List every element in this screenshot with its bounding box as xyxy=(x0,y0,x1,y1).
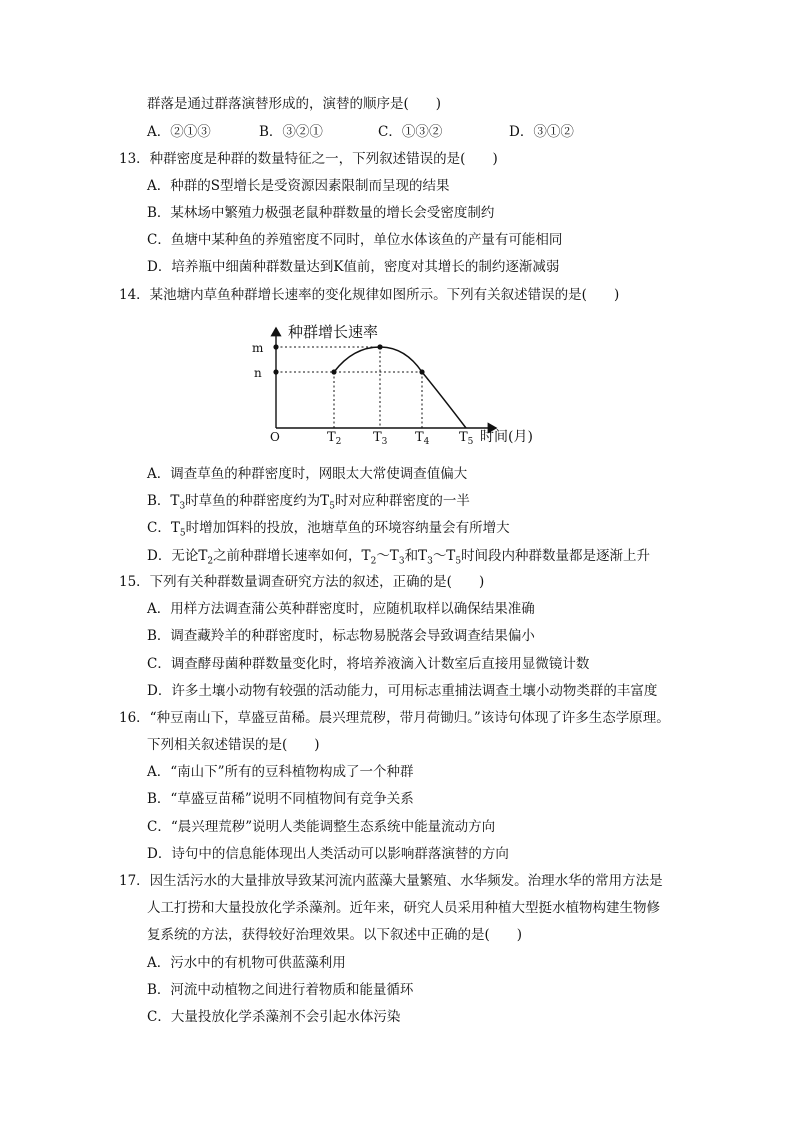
y-tick-m: m xyxy=(252,341,264,355)
point-t2 xyxy=(331,369,336,374)
q13-option-d: D．培养瓶中细菌种群数量达到K值前，密度对其增长的制约逐渐减弱 xyxy=(147,259,560,275)
q14-option-d: D．无论$T_2$之前种群增长速率如何，$T_2\sim T_3$和$T_3\sim T_5$时间段内种群数量都是逐渐上升 xyxy=(147,548,651,567)
growth-rate-curve xyxy=(334,347,466,428)
q15-option-c: C．调查酵母菌种群数量变化时，将培养液滴入计数室后直接用显微镜计数 xyxy=(147,656,590,672)
q16-stem-line2: 下列相关叙述错误的是( ) xyxy=(147,737,320,753)
q12-option-d: D．③①② xyxy=(509,124,574,140)
q16-option-c: C．“晨兴理荒秽”说明人类能调整生态系统中能量流动方向 xyxy=(147,819,496,835)
q17-stem: 17．因生活污水的大量排放导致某河流内蓝藻大量繁殖、水华频发。治理水华的常用方法是 xyxy=(119,873,663,889)
point-t3 xyxy=(377,344,382,349)
y-tick-n: n xyxy=(254,366,262,380)
q12-stem-continuation: 群落是通过群落演替形成的，演替的顺序是( ) xyxy=(147,96,442,112)
x-tick-t4: $T_4$ xyxy=(415,430,430,447)
point-t4 xyxy=(419,369,424,374)
q13-stem: 13．种群密度是种群的数量特征之一，下列叙述错误的是( ) xyxy=(119,151,498,167)
axis-dot-n xyxy=(273,369,278,374)
y-axis-label: 种群增长速率 xyxy=(288,323,379,341)
q17-option-a: A．污水中的有机物可供蓝藻利用 xyxy=(147,955,346,971)
q12-option-c: C．①③② xyxy=(378,124,443,140)
x-tick-t5: $T_5$ xyxy=(459,430,474,447)
q16-option-b: B．“草盛豆苗稀”说明不同植物间有竞争关系 xyxy=(147,791,414,807)
q15-option-b: B．调查藏羚羊的种群密度时，标志物易脱落会导致调查结果偏小 xyxy=(147,628,535,644)
q12-option-a: A．②①③ xyxy=(147,124,211,140)
x-axis-label: 时间(月) xyxy=(480,429,533,445)
q16-stem: 16．“种豆南山下，草盛豆苗稀。晨兴理荒秽，带月荷锄归。”该诗句体现了许多生态学原理。 xyxy=(119,710,670,726)
q17-option-b: B．河流中动植物之间进行着物质和能量循环 xyxy=(147,982,414,998)
q13-option-c: C．鱼塘中某种鱼的养殖密度不同时，单位水体该鱼的产量有可能相同 xyxy=(147,232,563,248)
axis-dot-m xyxy=(273,344,278,349)
q14-stem: 14．某池塘内草鱼种群增长速率的变化规律如图所示。下列有关叙述错误的是( ) xyxy=(119,287,620,303)
q15-stem: 15．下列有关种群数量调查研究方法的叙述，正确的是( ) xyxy=(119,574,485,590)
q13-option-b: B．某林场中繁殖力极强老鼠种群数量的增长会受密度制约 xyxy=(147,205,495,221)
q16-option-d: D．诗句中的信息能体现出人类活动可以影响群落演替的方向 xyxy=(147,846,509,862)
q15-option-a: A．用样方法调查蒲公英种群密度时，应随机取样以确保结果准确 xyxy=(147,601,535,617)
x-tick-t3: $T_3$ xyxy=(373,430,388,447)
q17-stem-line3: 复系统的方法，获得较好治理效果。以下叙述中正确的是( ) xyxy=(147,927,523,943)
growth-rate-chart xyxy=(248,320,588,450)
q12-option-b: B．③②① xyxy=(259,124,323,140)
q14-option-b: B．$T_3$时草鱼的种群密度约为$T_5$时对应种群密度的一半 xyxy=(147,493,470,512)
q15-option-d: D．许多土壤小动物有较强的活动能力，可用标志重捕法调查土壤小动物类群的丰富度 xyxy=(147,683,658,699)
q14-option-a: A．调查草鱼的种群密度时，网眼太大常使调查值偏大 xyxy=(147,466,468,482)
q14-option-c: C．$T_5$时增加饵料的投放，池塘草鱼的环境容纳量会有所增大 xyxy=(147,520,510,539)
q17-stem-line2: 人工打捞和大量投放化学杀藻剂。近年来，研究人员采用种植大型挺水植物构建生物修 xyxy=(147,900,660,916)
q13-option-a: A．种群的S型增长是受资源因素限制而呈现的结果 xyxy=(147,178,450,194)
q17-option-c: C．大量投放化学杀藻剂不会引起水体污染 xyxy=(147,1009,401,1025)
origin-label: O xyxy=(270,430,280,444)
x-tick-t2: $T_2$ xyxy=(327,430,342,447)
q16-option-a: A．“南山下”所有的豆科植物构成了一个种群 xyxy=(147,764,414,780)
